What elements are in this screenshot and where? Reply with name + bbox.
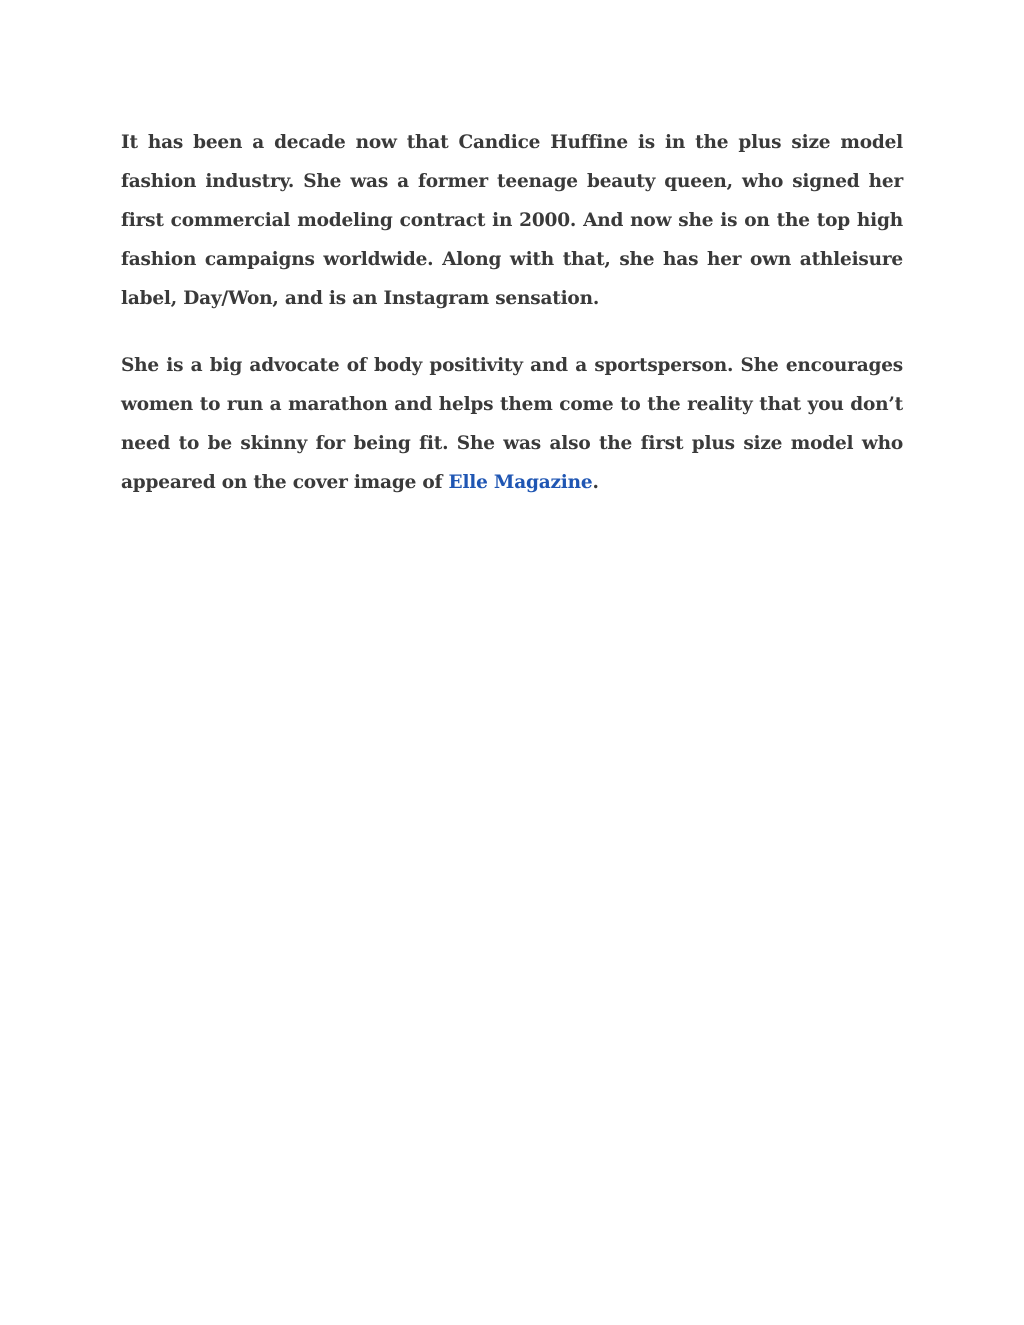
paragraph-1: It has been a decade now that Candice Huffine is in the plus size model fashion industry. She was a former teenage beauty queen, who signed her first commercial modeling contract in 2000. And now she is on the top high fashion campaigns worldwide. Along with that, she has her own athleisure label, Day/Won, and is an Instagram sensation. [121, 132, 903, 309]
document-body [121, 123, 903, 530]
paragraph-2-text: She is a big advocate of body positivity and a sportsperson. She encourages women to run a marathon and helps them come to the reality that you don’t need to be skinny for being fit. She was also the first plus size model who appeared on the cover image of [121, 355, 903, 493]
elle-magazine-link[interactable]: Elle Magazine [448, 472, 593, 493]
paragraph-2 [121, 346, 903, 502]
paragraph-2-end: . [592, 472, 599, 493]
